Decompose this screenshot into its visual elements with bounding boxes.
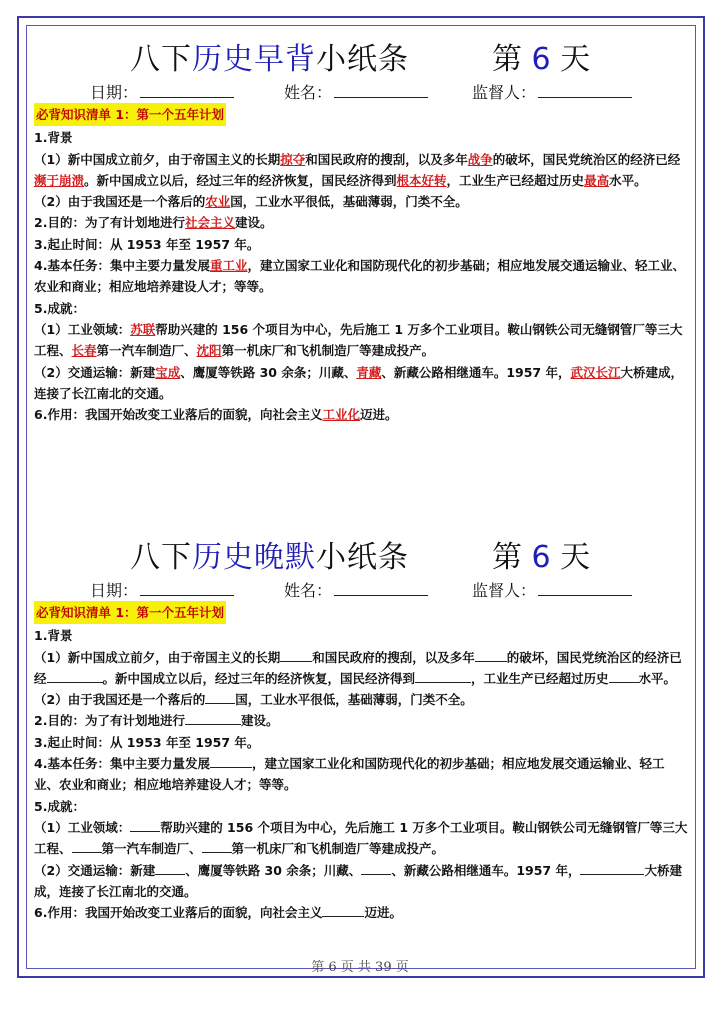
key-term: 沈阳 — [196, 343, 222, 359]
heading-effect — [34, 902, 688, 923]
text: 。新中国成立以后，经过三年的经济恢复，国民经济得到 — [102, 670, 416, 686]
fill-blank[interactable] — [415, 670, 471, 683]
heading-effect — [34, 404, 688, 425]
section-tag: 必背知识清单 1：第一个五年计划 — [34, 103, 226, 126]
key-term: 武汉长江 — [570, 364, 621, 380]
heading-achievements: 5.成就： — [34, 798, 85, 814]
fill-blank[interactable] — [580, 862, 644, 875]
day-number: 6 — [531, 540, 551, 575]
text: ，工业生产已经超过历史 — [471, 670, 609, 686]
title-prefix: 八下 — [130, 540, 192, 575]
text: 。新中国成立以后，经过三年的经济恢复，国民经济得到 — [84, 172, 397, 188]
text: 、鹰厦等铁路 30 余条；川藏、 — [180, 364, 357, 380]
text: 和国民政府的搜刮，以及多年 — [312, 649, 475, 665]
achievement-industry — [34, 817, 688, 860]
title-suffix: 小纸条 — [316, 42, 409, 77]
text: 第一汽车制造厂、 — [96, 343, 197, 359]
text: （2）由于我国还是一个落后的 — [34, 692, 206, 708]
evening-header — [34, 528, 688, 576]
evening-meta — [34, 576, 688, 600]
evening-sheet — [34, 528, 688, 923]
text: 大桥建成，连接了长江南北的交通。 — [34, 862, 682, 899]
date-blank[interactable] — [140, 581, 234, 596]
supervisor-label: 监督人： — [472, 581, 537, 600]
text: 和国民政府的搜刮，以及多年 — [305, 151, 468, 167]
day-suffix: 天 — [550, 540, 591, 575]
key-term: 宝成 — [155, 364, 181, 380]
date-field[interactable] — [90, 80, 234, 103]
key-term: 濒于崩溃 — [34, 172, 85, 188]
heading-purpose — [34, 710, 688, 731]
key-term: 青藏 — [356, 364, 382, 380]
key-term: 农业 — [205, 194, 231, 210]
text: 大桥建成，连接了长江南北的交通。 — [34, 364, 684, 401]
evening-content — [34, 600, 688, 923]
fill-blank[interactable] — [205, 691, 235, 704]
title-highlight: 历史晚默 — [192, 540, 316, 575]
text: （2）由于我国还是一个落后的 — [34, 194, 206, 210]
morning-sheet — [34, 30, 688, 425]
fill-blank[interactable] — [155, 862, 185, 875]
fill-blank[interactable] — [47, 670, 103, 683]
fill-blank[interactable] — [475, 649, 507, 662]
evening-title — [130, 532, 409, 576]
text: （1）新中国成立前夕，由于帝国主义的长期 — [34, 151, 281, 167]
text: ，工业生产已经超过历史 — [446, 172, 585, 188]
fill-blank[interactable] — [361, 862, 391, 875]
morning-header — [34, 30, 688, 78]
paragraph-1 — [34, 647, 688, 690]
section-tag: 必背知识清单 1：第一个五年计划 — [34, 601, 226, 624]
text: （1）工业领域： — [34, 819, 131, 835]
text: 帮助兴建的 156 个项目为中心，先后施工 1 万多个工业项目。鞍山钢铁公司无缝钢管厂等三大工程、 — [34, 819, 688, 857]
fill-blank[interactable] — [72, 840, 102, 853]
fill-blank[interactable] — [280, 649, 312, 662]
fill-blank[interactable] — [202, 840, 232, 853]
text: 帮助兴建的 156 个项目为中心，先后施工 1 万多个工业项目。鞍山钢铁公司无缝钢管厂等三大工程、 — [34, 321, 683, 359]
fill-blank[interactable] — [322, 904, 364, 917]
supervisor-field[interactable] — [472, 80, 632, 103]
text: 水平。 — [609, 172, 647, 188]
name-blank[interactable] — [334, 581, 428, 596]
supervisor-field[interactable] — [472, 578, 632, 601]
day-number: 6 — [531, 42, 551, 77]
key-term: 社会主义 — [184, 215, 235, 231]
date-blank[interactable] — [140, 83, 234, 98]
morning-title — [130, 34, 409, 78]
text: 第一汽车制造厂、 — [101, 841, 202, 857]
text: 第一机床厂和飞机制造厂等建成投产。 — [231, 841, 445, 857]
supervisor-blank[interactable] — [538, 83, 632, 98]
text: 6.作用：我国开始改变工业落后的面貌，向社会主义 — [34, 905, 323, 921]
fill-blank[interactable] — [210, 755, 252, 768]
date-label: 日期： — [90, 581, 139, 600]
heading-task — [34, 255, 688, 298]
paragraph-2 — [34, 689, 688, 710]
heading-achievements: 5.成就： — [34, 300, 85, 316]
text: （1）新中国成立前夕，由于帝国主义的长期 — [34, 649, 281, 665]
text: 国，工业水平很低，基础薄弱，门类不全。 — [235, 692, 473, 708]
date-field[interactable] — [90, 578, 234, 601]
text: 的破坏，国民党统治区的经济已经 — [492, 151, 681, 167]
key-term: 根本好转 — [396, 172, 447, 188]
achievement-transport — [34, 362, 688, 405]
text: 迈进。 — [359, 407, 398, 423]
text: 2.目的：为了有计划地进行 — [34, 713, 185, 729]
name-blank[interactable] — [334, 83, 428, 98]
name-label: 姓名： — [284, 581, 333, 600]
text: 的破坏，国民党统治区的经济已经 — [34, 649, 682, 686]
text: 、新藏公路相继通车。1957 年， — [381, 364, 571, 380]
heading-period: 3.起止时间：从 1953 年至 1957 年。 — [34, 734, 260, 750]
text: 第一机床厂和飞机制造厂等建成投产。 — [221, 343, 435, 359]
name-label: 姓名： — [284, 83, 333, 102]
key-term: 长春 — [71, 343, 97, 359]
title-suffix: 小纸条 — [316, 540, 409, 575]
heading-period: 3.起止时间：从 1953 年至 1957 年。 — [34, 236, 260, 252]
date-label: 日期： — [90, 83, 139, 102]
text: 建设。 — [240, 713, 279, 729]
paragraph-2 — [34, 191, 688, 212]
heading-background: 1.背景 — [34, 628, 73, 644]
supervisor-label: 监督人： — [472, 83, 537, 102]
key-term: 最高 — [584, 172, 610, 188]
title-prefix: 八下 — [130, 42, 192, 77]
text: 4.基本任务：集中主要力量发展 — [34, 258, 210, 274]
achievement-transport — [34, 860, 688, 903]
heading-purpose — [34, 212, 688, 233]
key-term: 工业化 — [322, 407, 360, 423]
paragraph-1 — [34, 149, 688, 192]
text: （2）交通运输：新建 — [34, 364, 156, 380]
morning-meta — [34, 78, 688, 102]
supervisor-blank[interactable] — [538, 581, 632, 596]
fill-blank[interactable] — [185, 712, 241, 725]
text: 、鹰厦等铁路 30 余条；川藏、 — [185, 862, 362, 878]
key-term: 重工业 — [209, 258, 248, 274]
text: 建设。 — [234, 215, 273, 231]
day-prefix: 第 — [492, 540, 532, 575]
key-term: 战争 — [467, 151, 493, 167]
text: ，建立国家工业化和国防现代化的初步基础；相应地发展交通运输业、轻工业、农业和商业；相应地培养建设人才；等等。 — [34, 756, 665, 793]
key-term: 苏联 — [130, 321, 156, 337]
name-field[interactable] — [284, 578, 428, 601]
text: 迈进。 — [364, 905, 402, 921]
morning-content — [34, 102, 688, 425]
page-number: 第 6 页 共 39 页 — [311, 960, 409, 975]
text: ，建立国家工业化和国防现代化的初步基础；相应地发展交通运输业、轻工业、农业和商业；相应地培养建设人才；等等。 — [34, 258, 685, 295]
morning-day — [492, 34, 590, 78]
evening-day — [492, 532, 590, 576]
text: 4.基本任务：集中主要力量发展 — [34, 756, 210, 772]
text: （2）交通运输：新建 — [34, 862, 156, 878]
day-suffix: 天 — [550, 42, 591, 77]
title-highlight: 历史早背 — [192, 42, 316, 77]
name-field[interactable] — [284, 80, 428, 103]
text: 6.作用：我国开始改变工业落后的面貌，向社会主义 — [34, 407, 323, 423]
heading-task — [34, 753, 688, 796]
heading-background: 1.背景 — [34, 130, 73, 146]
key-term: 掠夺 — [280, 151, 306, 167]
text: （1）工业领域： — [34, 321, 131, 337]
text: 水平。 — [638, 670, 677, 686]
achievement-industry — [34, 319, 688, 362]
text: 2.目的：为了有计划地进行 — [34, 215, 185, 231]
text: 、新藏公路相继通车。1957 年， — [391, 862, 581, 878]
fill-blank[interactable] — [609, 670, 639, 683]
day-prefix: 第 — [492, 42, 532, 77]
text: 国，工业水平很低，基础薄弱，门类不全。 — [230, 194, 468, 210]
fill-blank[interactable] — [130, 819, 160, 832]
